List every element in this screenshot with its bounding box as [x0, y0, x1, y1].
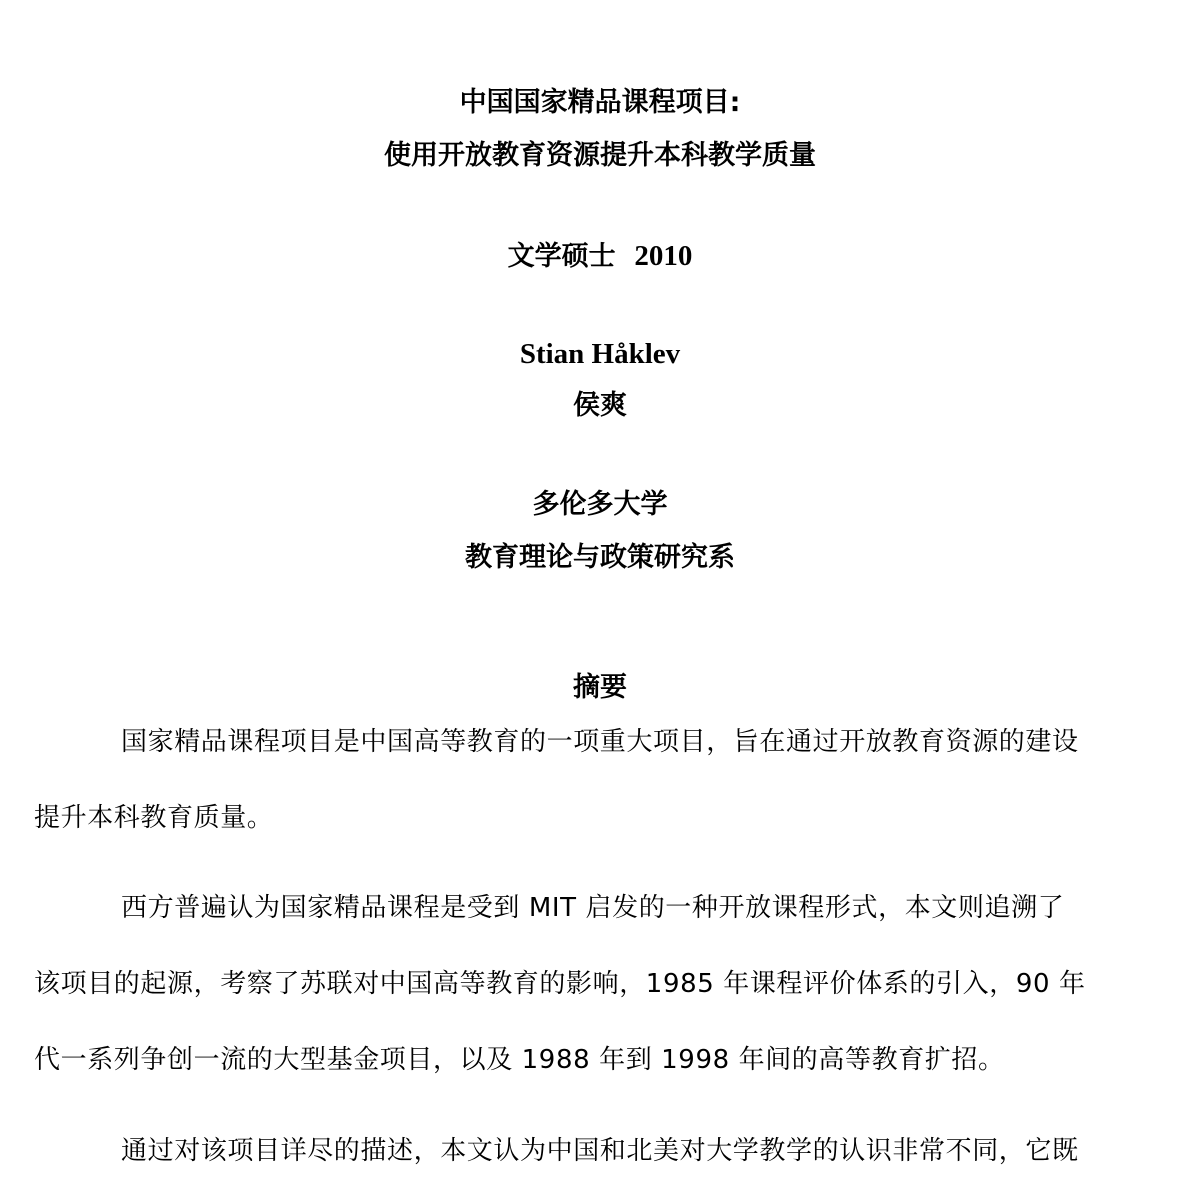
abstract-line: 代一系列争创一流的大型基金项目，以及 1988 年到 1998 年间的高等教育扩招。 — [34, 1045, 1005, 1075]
abstract-heading: 摘要 — [573, 672, 627, 703]
degree-label: 文学硕士 — [507, 241, 616, 272]
abstract-line: 提升本科教育质量。 — [34, 803, 274, 833]
abstract-line: 该项目的起源，考察了苏联对中国高等教育的影响，1985 年课程评价体系的引入，90 年 — [34, 969, 1086, 999]
author-name-zh: 侯爽 — [573, 390, 627, 421]
degree-year: 2010 — [634, 240, 693, 272]
abstract-line: 西方普遍认为国家精品课程是受到 MIT 启发的一种开放课程形式，本文则追溯了 — [121, 893, 1065, 923]
degree-line — [0, 239, 1200, 274]
abstract-line: 通过对该项目详尽的描述，本文认为中国和北美对大学教学的认识非常不同，它既 — [121, 1136, 1079, 1166]
author-name-en: Stian Håklev — [519, 338, 681, 370]
title-line-1: 中国国家精品课程项目: — [459, 87, 741, 118]
abstract-line: 国家精品课程项目是中国高等教育的一项重大项目，旨在通过开放教育资源的建设 — [121, 727, 1079, 757]
department-name: 教育理论与政策研究系 — [465, 542, 735, 573]
title-line-2: 使用开放教育资源提升本科教学质量 — [384, 140, 816, 171]
university-name: 多伦多大学 — [532, 489, 668, 520]
